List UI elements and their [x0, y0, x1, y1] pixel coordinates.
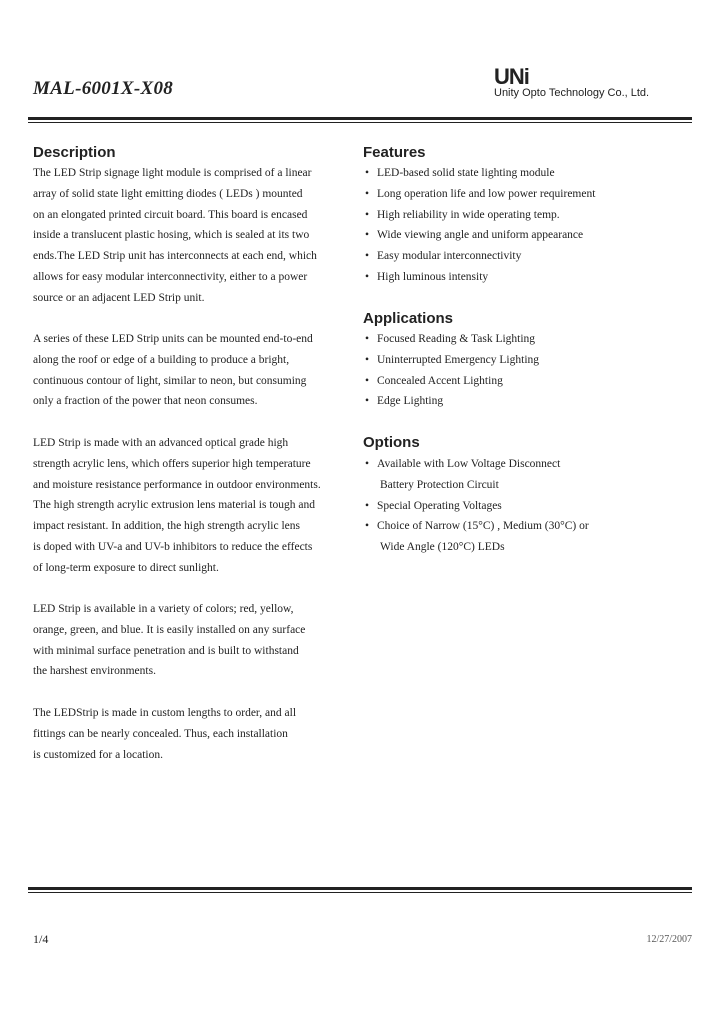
list-item: • LED-based solid state lighting module: [363, 163, 595, 184]
list-item: • Long operation life and low power requirement: [363, 184, 595, 205]
list-item: • Available with Low Voltage Disconnect Battery Protection Circuit: [363, 454, 589, 496]
features-heading: Features: [363, 144, 426, 161]
list-item: • Special Operating Voltages: [363, 496, 589, 517]
applications-heading: Applications: [363, 310, 454, 327]
applications-list: [363, 329, 539, 412]
features-list: [363, 163, 595, 288]
list-item: • Edge Lighting: [363, 391, 539, 412]
description-heading: Description: [33, 144, 116, 161]
page-number: 1/4: [33, 932, 49, 946]
description-paragraph: The LEDStrip is made in custom lengths to order, and all fittings can be nearly concealed. Thus, each installation is customized for a location.: [33, 707, 297, 761]
header-rule-thick: [28, 117, 692, 120]
company-name: Unity Opto Technology Co., Ltd.: [494, 87, 650, 99]
description-paragraph: LED Strip is made with an advanced optical grade high strength acrylic lens, which offers superior high temperature and moisture resistance performance in outdoor environments. The high strength acrylic extrusion lens material is tough and impact resistant. In addition, the high strength acrylic lens is doped with UV-a and UV-b inhibitors to reduce the effects of long-term exposure to direct sunlight.: [33, 437, 321, 574]
description-paragraph: A series of these LED Strip units can be mounted end-to-end along the roof or edge of a building to produce a bright, continuous contour of light, similar to neon, but consuming only a fraction of the power that neon consumes.: [33, 333, 313, 408]
description-paragraph: LED Strip is available in a variety of colors; red, yellow, orange, green, and blue. It is easily installed on any surface with minimal surface penetration and is built to withstand the harshest environments.: [33, 603, 306, 678]
part-number: MAL-6001X-X08: [33, 78, 174, 99]
list-item: • Easy modular interconnectivity: [363, 246, 595, 267]
list-item: • Uninterrupted Emergency Lighting: [363, 350, 539, 371]
description-paragraph: The LED Strip signage light module is comprised of a linear array of solid state light emitting diodes ( LEDs ) mounted on an elongated printed circuit board. This board is encased inside a translucent plastic hosing, which is sealed at its two ends.The LED Strip unit has interconnects at each end, which allows for easy modular interconnectivity, either to a power source or an adjacent LED Strip unit.: [33, 167, 317, 304]
options-list: [363, 454, 589, 558]
list-item: • High reliability in wide operating temp.: [363, 205, 595, 226]
document-date: 12/27/2007: [646, 934, 692, 945]
list-item: • High luminous intensity: [363, 267, 595, 288]
footer-rule-thick: [28, 887, 692, 890]
header-rule-thin: [28, 122, 692, 123]
list-item: • Focused Reading & Task Lighting: [363, 329, 539, 350]
list-item: • Concealed Accent Lighting: [363, 371, 539, 392]
company-logo: UNi: [494, 64, 529, 89]
list-item: • Wide viewing angle and uniform appearance: [363, 225, 595, 246]
footer-rule-thin: [28, 892, 692, 893]
options-heading: Options: [363, 434, 420, 451]
list-item: • Choice of Narrow (15°C) , Medium (30°C) or Wide Angle (120°C) LEDs: [363, 516, 589, 558]
